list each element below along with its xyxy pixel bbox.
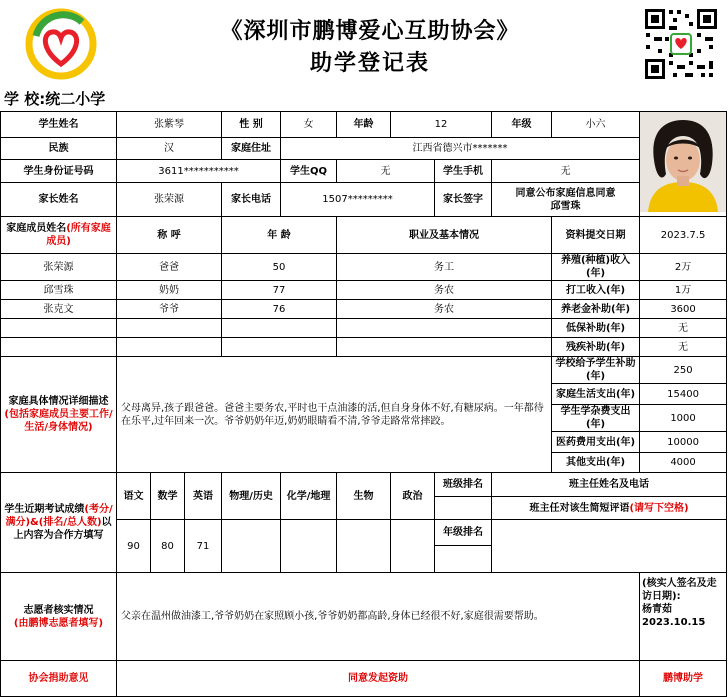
member-job: 务农: [337, 281, 552, 300]
parent-phone-value: 1507*********: [281, 183, 435, 217]
member-call: 爸爸: [117, 254, 222, 281]
finance-value: 无: [640, 338, 727, 357]
finance-label: 医药费用支出(年): [552, 432, 640, 453]
sign-value-line1: 同意公布家庭信息同意: [515, 187, 616, 199]
subject-score: 71: [185, 520, 222, 573]
ethnic-value: 汉: [117, 137, 222, 159]
finance-value: 1000: [640, 405, 727, 432]
finance-label: 学生学杂费支出(年): [552, 405, 640, 432]
header: [0, 0, 728, 88]
family-col-age: 年 龄: [222, 217, 337, 254]
heart-logo-icon: [22, 6, 100, 82]
verifier-name: 杨青茹: [642, 604, 673, 615]
parent-value: 张荣源: [117, 183, 222, 217]
finance-label: 学校给予学生补助(年): [552, 357, 640, 384]
sign-value-line2: 邱雪珠: [550, 200, 581, 212]
subject-header: 生物: [337, 473, 391, 520]
subject-header: 英语: [185, 473, 222, 520]
member-call: 爷爷: [117, 300, 222, 319]
finance-value: 4000: [640, 453, 727, 473]
member-call-empty: [117, 338, 222, 357]
phone-value: 无: [492, 159, 640, 183]
class-rank-value: [435, 497, 492, 520]
ethnic-label: 民族: [1, 137, 117, 159]
grade-rank-label: 年级排名: [435, 520, 492, 546]
volunteer-label-note: (由鹏博志愿者填写): [13, 617, 104, 629]
phone-label: 学生手机: [435, 159, 492, 183]
member-age: 76: [222, 300, 337, 319]
subject-score: 90: [117, 520, 151, 573]
title-org: 《深圳市鹏博爱心互助协会》: [220, 18, 520, 44]
member-name: 张克文: [1, 300, 117, 319]
finance-label: 打工收入(年): [552, 281, 640, 300]
member-age: 77: [222, 281, 337, 300]
org-name: 鹏博助学: [640, 661, 727, 697]
situation-label-text: 家庭具体情况详细描述: [8, 396, 109, 407]
subject-header: 数学: [151, 473, 185, 520]
registration-table: [0, 111, 727, 697]
subject-header: 化学/地理: [281, 473, 337, 520]
submit-date-label: 资料提交日期: [552, 217, 640, 254]
sign-label: 家长签字: [435, 183, 492, 217]
finance-value: 1万: [640, 281, 727, 300]
address-label: 家庭住址: [222, 137, 281, 159]
finance-label: 其他支出(年): [552, 453, 640, 473]
teacher-comment-value: [492, 520, 727, 573]
opinion-label: 协会捐助意见: [1, 661, 117, 697]
member-job-empty: [337, 338, 552, 357]
subject-header: 政治: [391, 473, 435, 520]
finance-label: 养老金补助(年): [552, 300, 640, 319]
gender-value: 女: [281, 112, 337, 138]
subject-score: 80: [151, 520, 185, 573]
grade-rank-value: [435, 546, 492, 573]
finance-value: 10000: [640, 432, 727, 453]
family-col-call: 称 呼: [117, 217, 222, 254]
finance-label: 养殖(种植)收入(年): [552, 254, 640, 281]
member-age-empty: [222, 319, 337, 338]
member-job: 务工: [337, 254, 552, 281]
id-value: 3611***********: [117, 159, 281, 183]
id-label: 学生身份证号码: [1, 159, 117, 183]
sign-value: [492, 183, 640, 217]
member-age: 50: [222, 254, 337, 281]
family-col-job: 职业及基本情况: [337, 217, 552, 254]
teacher-label: 班主任姓名及电话: [492, 473, 727, 497]
member-job: 务农: [337, 300, 552, 319]
situation-label-note: (包括家庭成员主要工作/生活/身体情况): [4, 409, 113, 433]
comment-label-note: (请写下空格): [629, 502, 689, 514]
finance-label: 低保补助(年): [552, 319, 640, 338]
submit-date-value: 2023.7.5: [640, 217, 727, 254]
gender-label: 性 别: [222, 112, 281, 138]
verify-date: 2023.10.15: [642, 617, 706, 628]
age-label: 年龄: [337, 112, 391, 138]
title-form: 助学登记表: [309, 50, 430, 76]
exam-label-text: 学生近期考试成绩: [4, 504, 85, 515]
exam-label: [1, 473, 117, 573]
finance-value: 无: [640, 319, 727, 338]
family-label-text: 家庭成员姓名: [6, 223, 67, 234]
member-job-empty: [337, 319, 552, 338]
qr-code-icon: [642, 6, 720, 82]
finance-value: 3600: [640, 300, 727, 319]
family-label-note: (所有家庭成员): [46, 223, 111, 247]
verify-cell: [640, 573, 727, 661]
finance-label: 家庭生活支出(年): [552, 384, 640, 405]
verify-label: (核实人签名及走访日期):: [642, 578, 717, 602]
age-value: 12: [391, 112, 492, 138]
school-label: 学 校:: [4, 90, 46, 108]
member-name-empty: [1, 338, 117, 357]
subject-score: [222, 520, 281, 573]
subject-score: [281, 520, 337, 573]
volunteer-label: [1, 573, 117, 661]
finance-label: 残疾补助(年): [552, 338, 640, 357]
opinion-value: 同意发起资助: [117, 661, 640, 697]
student-photo: [640, 112, 726, 212]
finance-value: 250: [640, 357, 727, 384]
parent-phone-label: 家长电话: [222, 183, 281, 217]
member-name-empty: [1, 319, 117, 338]
exam-label-footnote: 以上内容为合作方填写: [13, 517, 112, 541]
finance-value: 2万: [640, 254, 727, 281]
volunteer-text: 父亲在温州做油漆工,爷爷奶奶在家照顾小孩,爷爷奶奶都高龄,身体已经很不好,家庭很需要帮助。: [117, 573, 640, 661]
subject-score: [337, 520, 391, 573]
finance-value: 15400: [640, 384, 727, 405]
member-name: 邱雪珠: [1, 281, 117, 300]
member-age-empty: [222, 338, 337, 357]
address-value: 江西省德兴市*******: [281, 137, 640, 159]
situation-label: [1, 357, 117, 473]
member-call: 奶奶: [117, 281, 222, 300]
subject-header: 物理/历史: [222, 473, 281, 520]
grade-label: 年级: [492, 112, 552, 138]
member-name: 张荣源: [1, 254, 117, 281]
class-rank-label: 班级排名: [435, 473, 492, 497]
teacher-comment-label: [492, 497, 727, 520]
school-value: 统二小学: [45, 90, 106, 108]
qq-value: 无: [337, 159, 435, 183]
photo-cell: [640, 112, 727, 217]
family-header-label: [1, 217, 117, 254]
comment-label-text: 班主任对该生简短评语: [529, 502, 630, 514]
volunteer-label-text: 志愿者核实情况: [23, 604, 94, 616]
situation-text: 父母离异,孩子跟爸爸。爸爸主要务农,平时也干点油漆的活,但自身身体不好,有糖尿病。一年都待在乐平,过年回来一次。爷爷奶奶年迈,奶奶眼睛看不清,爷爷走路常常摔跤。: [117, 357, 552, 473]
qq-label: 学生QQ: [281, 159, 337, 183]
exam-label-note: (考分/满分)&(排名/总人数): [5, 504, 113, 528]
student-name-label: 学生姓名: [1, 112, 117, 138]
member-call-empty: [117, 319, 222, 338]
subject-score: [391, 520, 435, 573]
subject-header: 语文: [117, 473, 151, 520]
parent-label: 家长姓名: [1, 183, 117, 217]
school-line: [4, 88, 105, 109]
student-name-value: 张紫琴: [117, 112, 222, 138]
grade-value: 小六: [552, 112, 640, 138]
